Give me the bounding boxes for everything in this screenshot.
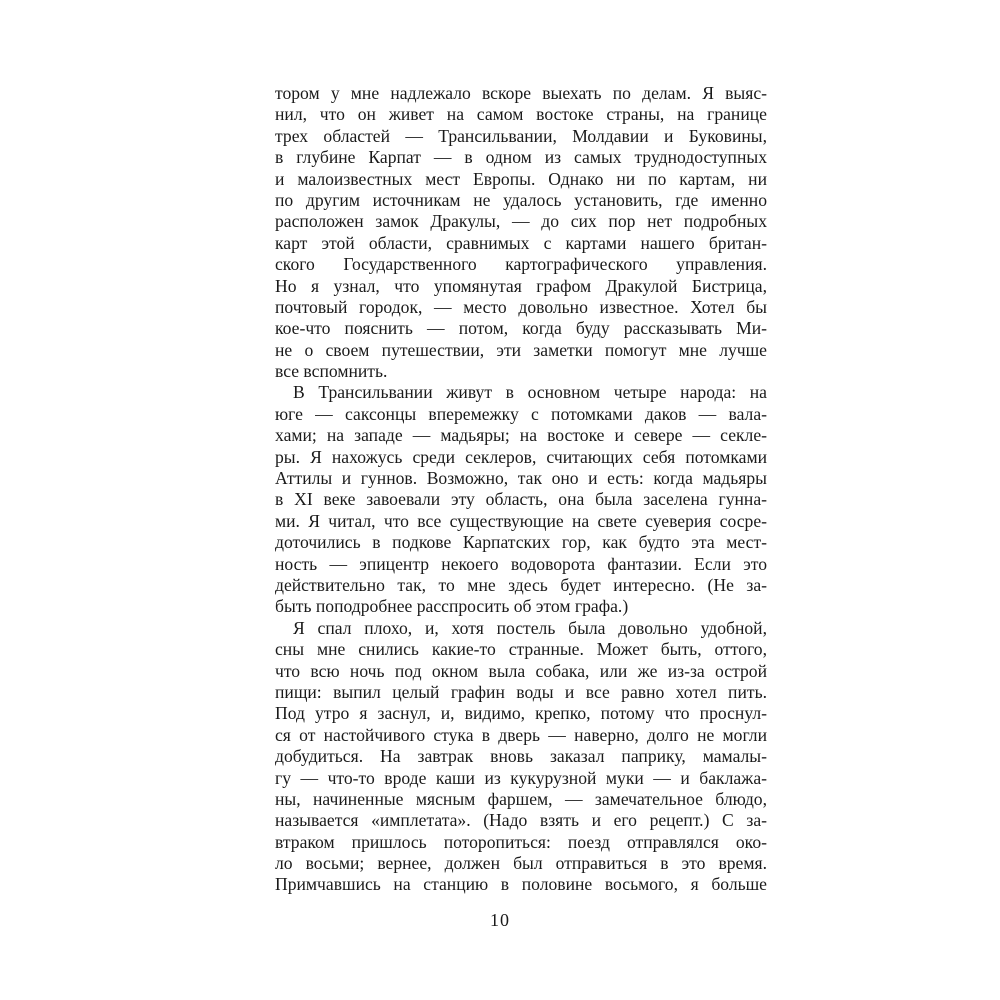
text-line: ны, начиненные мясным фаршем, — замечательное блюдо, [275,788,767,809]
paragraph-3 [275,618,767,896]
text-line: что всю ночь под окном выла собака, или же из-за острой [275,660,767,681]
text-line: пищи: выпил целый графин воды и все равно хотел пить. [275,681,767,702]
text-line: в XI веке завоевали эту область, она была заселена гунна- [275,489,767,510]
text-line: трех областей — Трансильвании, Молдавии и Буковины, [275,125,767,146]
text-line: действительно так, то мне здесь будет интересно. (Не за- [275,574,767,595]
text-line: кое-что пояснить — потом, когда буду рассказывать Ми- [275,318,767,339]
text-line: тором у мне надлежало вскоре выехать по делам. Я выяс- [275,83,767,103]
text-line: Под утро я заснул, и, видимо, крепко, потому что проснул- [275,703,767,724]
text-line: Примчавшись на станцию в половине восьмого, я больше [275,874,767,895]
text-line: ского Государственного картографического управления. [275,254,767,275]
text-line: и малоизвестных мест Европы. Однако ни по картам, ни [275,168,767,189]
text-line: не о своем путешествии, эти заметки помогут мне лучше [275,339,767,360]
paragraph-1 [275,83,767,382]
text-line: почтовый городок, — место довольно известное. Хотел бы [275,296,767,317]
text-line: Но я узнал, что упомянутая графом Дракулой Бистрица, [275,275,767,296]
text-line: ры. Я нахожусь среди секлеров, считающих себя потомками [275,446,767,467]
text-line: ность — эпицентр некоего водоворота фантазии. Если это [275,553,767,574]
text-line: нил, что он живет на самом востоке страны, на границе [275,104,767,125]
paragraph-2 [275,382,767,617]
text-line: по другим источникам не удалось установить, где именно [275,189,767,210]
text-line: сны мне снились какие-то странные. Может быть, оттого, [275,639,767,660]
text-line: добудиться. На завтрак вновь заказал паприку, мамалы- [275,746,767,767]
text-line: Я спал плохо, и, хотя постель была довольно удобной, [293,617,767,638]
text-line: хами; на западе — мадьяры; на востоке и севере — секле- [275,425,767,446]
text-line: расположен замок Дракулы, — до сих пор нет подробных [275,211,767,232]
text-line: юге — саксонцы вперемежку с потомками даков — вала- [275,403,767,424]
text-line: ми. Я читал, что все существующие на свете суеверия сосре- [275,510,767,531]
text-line: Аттилы и гуннов. Возможно, так оно и есть: когда мадьяры [275,468,767,489]
text-line: называется «имплетата». (Надо взять и его рецепт.) С за- [275,810,767,831]
page-number: 10 [490,910,510,930]
text-line: гу — что-то вроде каши из кукурузной муки — и баклажа- [275,767,767,788]
text-line: ло восьми; вернее, должен был отправиться в это время. [275,853,767,874]
text-line: карт этой области, сравнимых с картами нашего британ- [275,232,767,253]
text-line: быть поподробнее расспросить об этом графа.) [275,596,629,617]
text-line: В Трансильвании живут в основном четыре народа: на [293,382,767,403]
book-page-text [275,83,767,896]
text-line: в глубине Карпат — в одном из самых труднодоступных [275,147,767,168]
text-line: ся от настойчивого стука в дверь — наверно, долго не могли [275,724,767,745]
text-line: втраком пришлось поторопиться: поезд отправлялся око- [275,831,767,852]
text-line: все вспомнить. [275,361,388,382]
text-line: доточились в подкове Карпатских гор, как будто эта мест- [275,532,767,553]
